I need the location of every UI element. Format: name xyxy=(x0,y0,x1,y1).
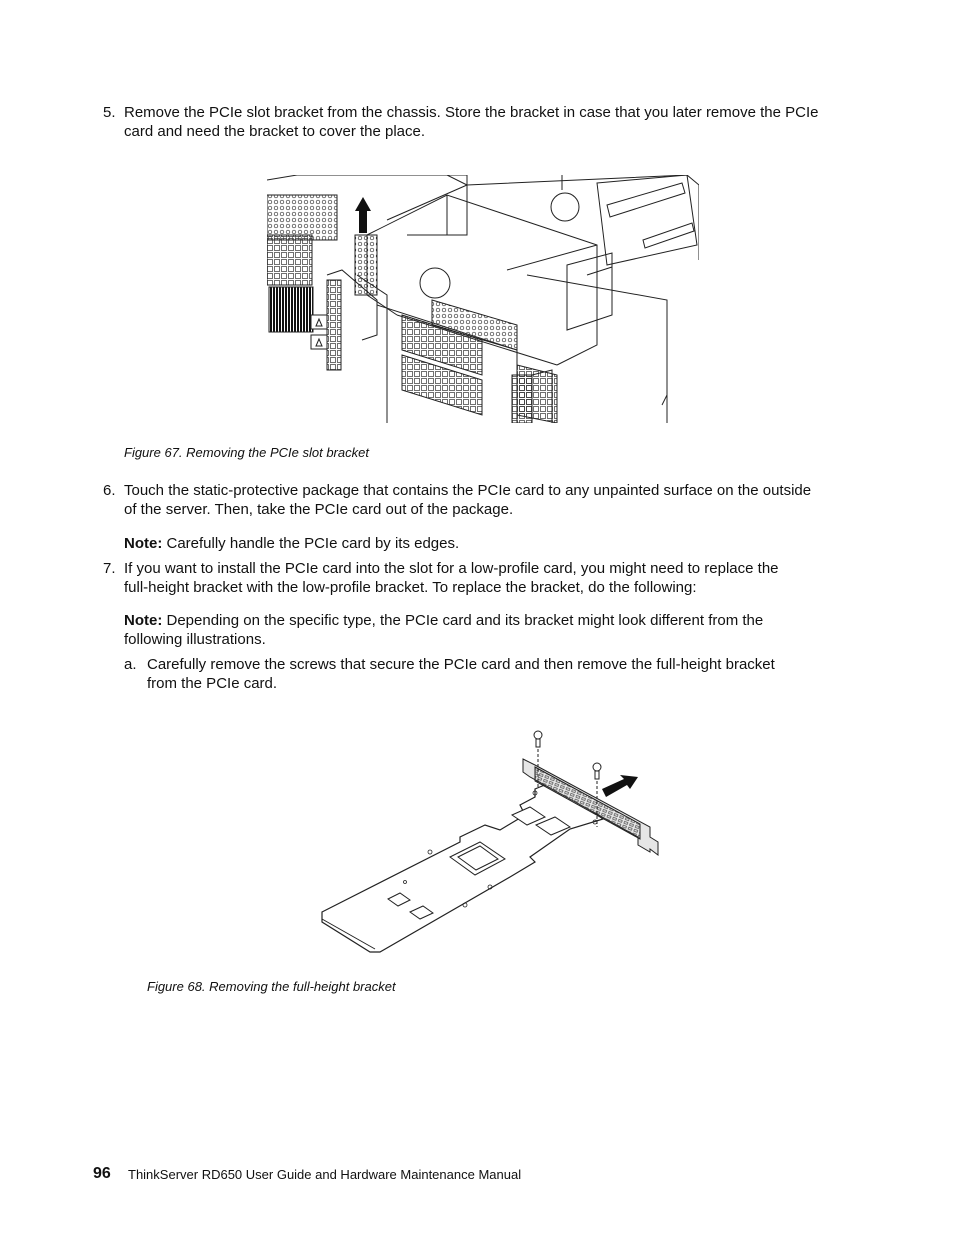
step-6-note xyxy=(124,534,459,553)
step-text-line2: of the server. Then, take the PCIe card out of the package. xyxy=(124,501,514,518)
note-label: Note: xyxy=(124,535,163,552)
step-number: 5. xyxy=(103,104,116,121)
footer-title: ThinkServer RD650 User Guide and Hardware Maintenance Manual xyxy=(128,1167,522,1182)
step-6 xyxy=(103,481,863,521)
substep-letter: a. xyxy=(124,656,137,673)
note-text-line1: Depending on the specific type, the PCIe card and its bracket might look different from the xyxy=(166,612,764,629)
step-text-line1: Remove the PCIe slot bracket from the chassis. Store the bracket in case that you later remove the PCIe xyxy=(124,104,819,121)
step-text-line1: Touch the static-protective package that contains the PCIe card to any unpainted surface on the outside xyxy=(124,482,812,499)
substep-text-line2: from the PCIe card. xyxy=(147,675,278,692)
step-7a xyxy=(124,655,844,695)
step-text-line2: card and need the bracket to cover the place. xyxy=(124,123,426,140)
note-text-line2: following illustrations. xyxy=(124,631,266,648)
step-number: 6. xyxy=(103,482,116,499)
figure-68-caption: Figure 68. Removing the full-height bracket xyxy=(147,979,396,994)
note-text: Carefully handle the PCIe card by its edges. xyxy=(166,535,460,552)
substep-text-line1: Carefully remove the screws that secure the PCIe card and then remove the full-height bracket xyxy=(147,656,775,673)
step-7-note xyxy=(124,611,844,651)
step-number: 7. xyxy=(103,560,116,577)
figure-67-caption: Figure 67. Removing the PCIe slot bracket xyxy=(124,445,369,460)
step-text-line2: full-height bracket with the low-profile bracket. To replace the bracket, do the following: xyxy=(124,579,697,596)
page-number: 96 xyxy=(93,1165,111,1182)
step-text-line1: If you want to install the PCIe card into the slot for a low-profile card, you might need to replace the xyxy=(124,560,779,577)
step-5 xyxy=(103,103,863,143)
figure-67-illustration xyxy=(267,175,699,423)
note-label: Note: xyxy=(124,612,163,629)
figure-68-illustration xyxy=(320,727,670,957)
step-7 xyxy=(103,559,863,599)
